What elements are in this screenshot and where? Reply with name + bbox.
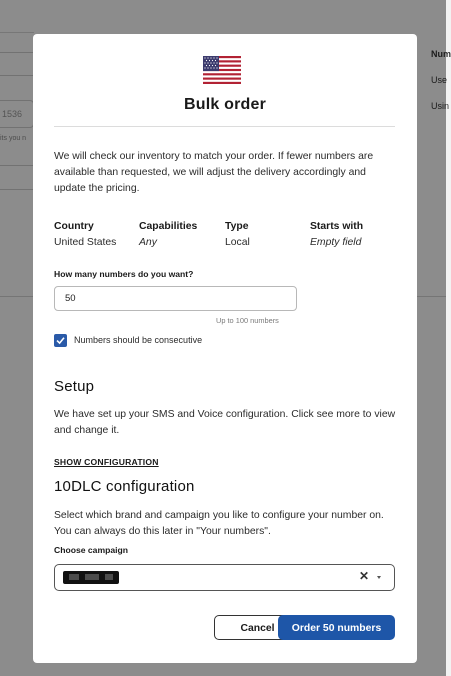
- show-configuration-link[interactable]: SHOW CONFIGURATION: [54, 457, 159, 467]
- background-column-header: Num: [431, 49, 451, 59]
- cancel-button[interactable]: Cancel: [214, 615, 301, 640]
- title-divider: [54, 126, 395, 127]
- spec-starts-with: [310, 219, 363, 251]
- intro-text: We will check our inventory to match your order. If fewer numbers are available than requested, we will adjust the delivery accordingly and update the pricing.: [54, 151, 374, 194]
- checkmark-icon: [56, 336, 65, 345]
- spec-value: Local: [225, 237, 250, 248]
- campaign-select[interactable]: [54, 564, 395, 591]
- setup-heading: Setup: [54, 378, 95, 395]
- bulk-order-modal: [33, 34, 417, 663]
- background-cell: Use: [431, 75, 448, 85]
- order-specs: [54, 219, 399, 253]
- caret-down-icon[interactable]: [377, 576, 381, 579]
- quantity-hint: Up to 100 numbers: [216, 316, 279, 325]
- spec-label: Country: [54, 221, 94, 232]
- background-input: 1536: [0, 100, 34, 128]
- modal-title: Bulk order: [183, 96, 266, 113]
- spec-value: Empty field: [310, 237, 362, 248]
- background-hint: its you n: [0, 135, 27, 142]
- spec-label: Type: [225, 221, 249, 232]
- consecutive-checkbox[interactable]: [54, 334, 67, 347]
- redacted-campaign-value: [63, 571, 119, 584]
- background-cell: Usin: [431, 101, 450, 111]
- tdlc-heading: 10DLC configuration: [54, 478, 195, 495]
- us-flag-icon: [203, 56, 241, 84]
- spec-label: Capabilities: [139, 221, 198, 232]
- campaign-label: Choose campaign: [54, 545, 129, 555]
- spec-label: Starts with: [310, 221, 364, 232]
- order-button[interactable]: Order 50 numbers: [278, 615, 395, 640]
- quantity-input[interactable]: 50: [54, 286, 297, 311]
- spec-country: [54, 219, 116, 251]
- spec-capabilities: [139, 219, 197, 251]
- setup-text: We have set up your SMS and Voice configuration. Click see more to view and change it.: [54, 409, 396, 436]
- tdlc-text: Select which brand and campaign you like to configure your number on. You can always do this later in "Your numbers".: [54, 510, 384, 537]
- spec-type: [225, 219, 250, 251]
- close-icon[interactable]: ✕: [359, 569, 370, 583]
- consecutive-label[interactable]: Numbers should be consecutive: [74, 335, 203, 345]
- spec-value: Any: [139, 237, 157, 248]
- quantity-label: How many numbers do you want?: [54, 269, 194, 279]
- spec-value: United States: [54, 237, 117, 248]
